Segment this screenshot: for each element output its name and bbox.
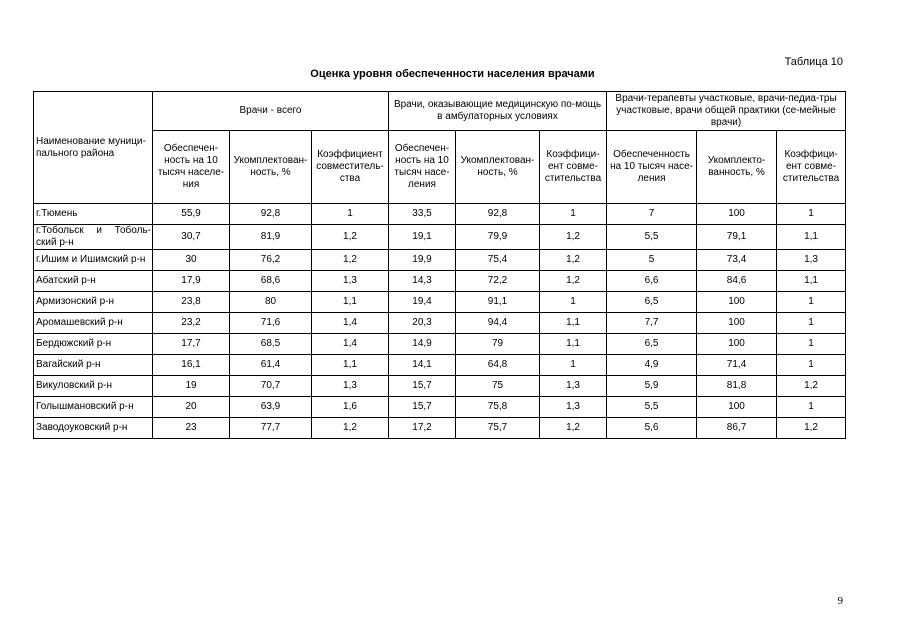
table-row — [34, 418, 846, 439]
district-name-cell: Абатский р-н — [34, 271, 153, 292]
value-cell: 71,4 — [697, 355, 777, 376]
value-cell: 1,2 — [312, 225, 389, 250]
value-cell: 6,5 — [607, 334, 697, 355]
value-cell: 55,9 — [153, 204, 230, 225]
value-cell: 1,3 — [540, 376, 607, 397]
value-cell: 100 — [697, 397, 777, 418]
value-cell: 61,4 — [230, 355, 312, 376]
value-cell: 7,7 — [607, 313, 697, 334]
value-cell: 7 — [607, 204, 697, 225]
value-cell: 6,5 — [607, 292, 697, 313]
value-cell: 17,9 — [153, 271, 230, 292]
value-cell: 84,6 — [697, 271, 777, 292]
value-cell: 94,4 — [456, 313, 540, 334]
value-cell: 1 — [777, 334, 846, 355]
value-cell: 1 — [777, 292, 846, 313]
district-name-cell: г.Ишим и Ишимский р-н — [34, 250, 153, 271]
value-cell: 5,9 — [607, 376, 697, 397]
header-group-district-therapists: Врачи-терапевты участковые, врачи-педиа-тры участковые, врачи общей практики (се-мейные врачи) — [607, 92, 846, 131]
value-cell: 1,2 — [312, 250, 389, 271]
value-cell: 1,2 — [540, 250, 607, 271]
value-cell: 14,1 — [389, 355, 456, 376]
value-cell: 16,1 — [153, 355, 230, 376]
value-cell: 19,9 — [389, 250, 456, 271]
table-row — [34, 334, 846, 355]
value-cell: 1 — [777, 204, 846, 225]
header-sub-provision: Обеспеченность на 10 тысяч насе-ления — [607, 131, 697, 204]
value-cell: 15,7 — [389, 376, 456, 397]
header-group-outpatient-doctors: Врачи, оказывающие медицинскую по-мощь в амбулаторных условиях — [389, 92, 607, 131]
value-cell: 19 — [153, 376, 230, 397]
doctors-provision-table — [33, 91, 846, 439]
table-row — [34, 376, 846, 397]
table-row — [34, 250, 846, 271]
table-number: Таблица 10 — [784, 56, 843, 68]
value-cell: 1 — [777, 397, 846, 418]
table-row — [34, 225, 846, 250]
header-municipal-district: Наименование муници-пального района — [34, 92, 153, 204]
value-cell: 23 — [153, 418, 230, 439]
value-cell: 81,9 — [230, 225, 312, 250]
header-sub-provision: Обеспечен-ность на 10 тысяч населе-ния — [153, 131, 230, 204]
header-sub-staffing: Укомплекто-ванность, % — [697, 131, 777, 204]
district-name-cell: г.Тюмень — [34, 204, 153, 225]
value-cell: 72,2 — [456, 271, 540, 292]
value-cell: 1 — [540, 204, 607, 225]
table-row — [34, 204, 846, 225]
value-cell: 5,5 — [607, 225, 697, 250]
value-cell: 68,5 — [230, 334, 312, 355]
district-name-cell: Вагайский р-н — [34, 355, 153, 376]
value-cell: 1,2 — [540, 418, 607, 439]
header-sub-combination-coefficient: Коэффициент совместитель-ства — [312, 131, 389, 204]
value-cell: 92,8 — [230, 204, 312, 225]
value-cell: 79,9 — [456, 225, 540, 250]
value-cell: 1,4 — [312, 313, 389, 334]
value-cell: 19,1 — [389, 225, 456, 250]
header-sub-provision: Обеспечен-ность на 10 тысяч насе-ления — [389, 131, 456, 204]
value-cell: 86,7 — [697, 418, 777, 439]
header-sub-combination-coefficient: Коэффици-ент совме-стительства — [540, 131, 607, 204]
table-header — [34, 92, 846, 204]
value-cell: 5,5 — [607, 397, 697, 418]
value-cell: 14,3 — [389, 271, 456, 292]
value-cell: 75,8 — [456, 397, 540, 418]
table-row — [34, 355, 846, 376]
page-number: 9 — [837, 595, 843, 607]
table-row — [34, 292, 846, 313]
value-cell: 81,8 — [697, 376, 777, 397]
header-sub-combination-coefficient: Коэффици-ент совме-стительства — [777, 131, 846, 204]
value-cell: 19,4 — [389, 292, 456, 313]
value-cell: 76,2 — [230, 250, 312, 271]
value-cell: 64,8 — [456, 355, 540, 376]
value-cell: 77,7 — [230, 418, 312, 439]
value-cell: 75 — [456, 376, 540, 397]
value-cell: 5,6 — [607, 418, 697, 439]
value-cell: 1,3 — [777, 250, 846, 271]
value-cell: 17,7 — [153, 334, 230, 355]
table-title: Оценка уровня обеспеченности населения врачами — [310, 68, 595, 80]
value-cell: 1,6 — [312, 397, 389, 418]
value-cell: 1,1 — [777, 271, 846, 292]
table-body — [34, 204, 846, 439]
value-cell: 91,1 — [456, 292, 540, 313]
table-row — [34, 313, 846, 334]
value-cell: 1,3 — [540, 397, 607, 418]
table-row — [34, 397, 846, 418]
value-cell: 79,1 — [697, 225, 777, 250]
value-cell: 1,1 — [777, 225, 846, 250]
value-cell: 79 — [456, 334, 540, 355]
district-name-cell: Викуловский р-н — [34, 376, 153, 397]
value-cell: 1,2 — [777, 376, 846, 397]
value-cell: 17,2 — [389, 418, 456, 439]
value-cell: 1 — [777, 313, 846, 334]
district-name-cell: Голышмановский р-н — [34, 397, 153, 418]
value-cell: 23,8 — [153, 292, 230, 313]
district-name-cell: Заводоуковский р-н — [34, 418, 153, 439]
value-cell: 23,2 — [153, 313, 230, 334]
value-cell: 73,4 — [697, 250, 777, 271]
value-cell: 100 — [697, 313, 777, 334]
value-cell: 1,1 — [540, 313, 607, 334]
value-cell: 92,8 — [456, 204, 540, 225]
value-cell: 1,1 — [312, 355, 389, 376]
header-sub-staffing: Укомплектован-ность, % — [456, 131, 540, 204]
value-cell: 100 — [697, 334, 777, 355]
value-cell: 1,2 — [312, 418, 389, 439]
value-cell: 100 — [697, 204, 777, 225]
value-cell: 33,5 — [389, 204, 456, 225]
value-cell: 75,7 — [456, 418, 540, 439]
value-cell: 70,7 — [230, 376, 312, 397]
value-cell: 1 — [540, 355, 607, 376]
value-cell: 1,2 — [540, 225, 607, 250]
value-cell: 30,7 — [153, 225, 230, 250]
value-cell: 15,7 — [389, 397, 456, 418]
district-name-cell: Аромашевский р-н — [34, 313, 153, 334]
table-row — [34, 271, 846, 292]
value-cell: 1 — [312, 204, 389, 225]
value-cell: 1,2 — [777, 418, 846, 439]
district-name-cell: Бердюжский р-н — [34, 334, 153, 355]
value-cell: 71,6 — [230, 313, 312, 334]
header-sub-staffing: Укомплектован-ность, % — [230, 131, 312, 204]
value-cell: 4,9 — [607, 355, 697, 376]
value-cell: 1 — [540, 292, 607, 313]
value-cell: 63,9 — [230, 397, 312, 418]
value-cell: 1,3 — [312, 271, 389, 292]
value-cell: 68,6 — [230, 271, 312, 292]
value-cell: 30 — [153, 250, 230, 271]
value-cell: 20 — [153, 397, 230, 418]
value-cell: 20,3 — [389, 313, 456, 334]
value-cell: 75,4 — [456, 250, 540, 271]
value-cell: 6,6 — [607, 271, 697, 292]
header-group-all-doctors: Врачи - всего — [153, 92, 389, 131]
value-cell: 80 — [230, 292, 312, 313]
value-cell: 14,9 — [389, 334, 456, 355]
value-cell: 1 — [777, 355, 846, 376]
district-name-cell: Армизонский р-н — [34, 292, 153, 313]
value-cell: 1,2 — [540, 271, 607, 292]
value-cell: 1,3 — [312, 376, 389, 397]
district-name-cell: г.Тобольск и Тоболь-ский р-н — [34, 225, 153, 250]
value-cell: 100 — [697, 292, 777, 313]
value-cell: 1,1 — [312, 292, 389, 313]
value-cell: 1,4 — [312, 334, 389, 355]
value-cell: 1,1 — [540, 334, 607, 355]
value-cell: 5 — [607, 250, 697, 271]
